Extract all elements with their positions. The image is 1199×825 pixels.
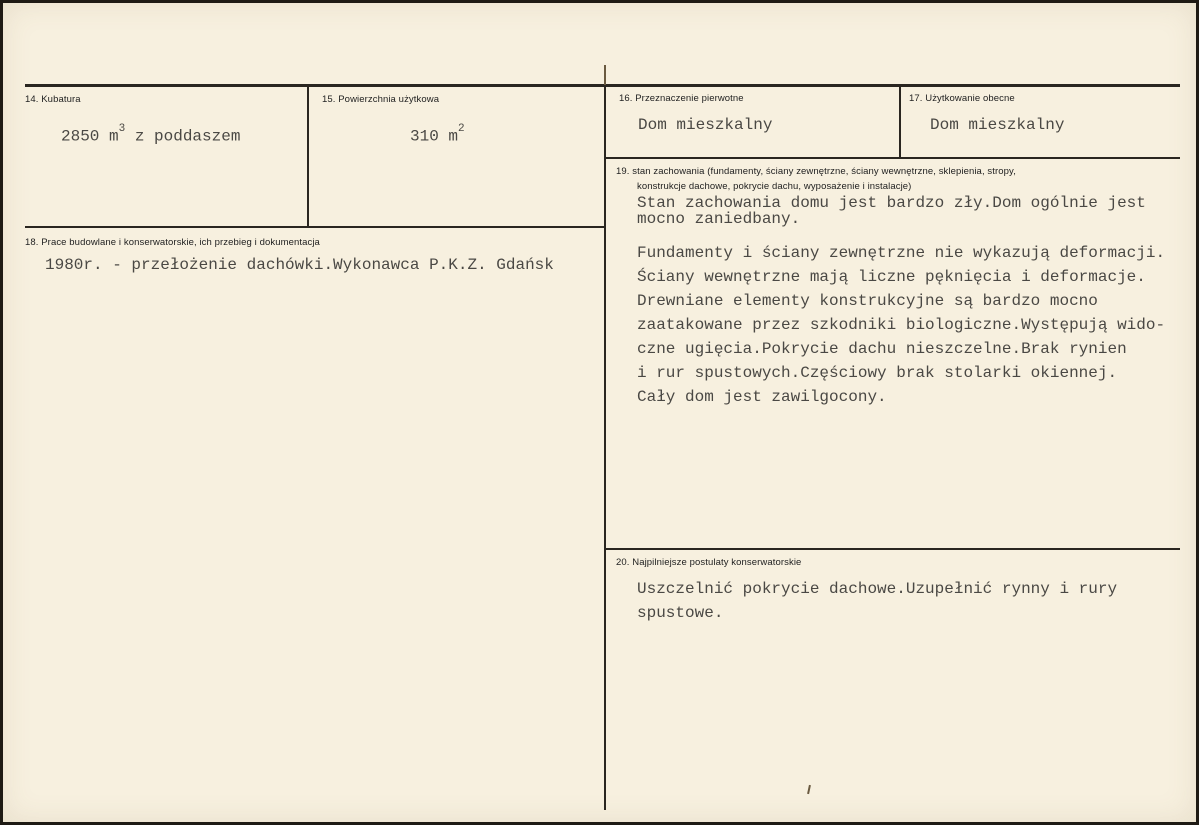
field19-line: Cały dom jest zawilgocony. bbox=[637, 388, 887, 406]
field19-line: Fundamenty i ściany zewnętrzne nie wykazują deformacji. bbox=[637, 244, 1166, 262]
field19-label-line1: 19. stan zachowania (fundamenty, ściany zewnętrzne, ściany wewnętrzne, sklepienia, stropy, bbox=[616, 166, 1016, 177]
field19-line: zaatakowane przez szkodniki biologiczne.Występują wido- bbox=[637, 316, 1166, 334]
field20-text bbox=[637, 577, 1182, 625]
top-rule bbox=[25, 84, 1180, 87]
field15-value bbox=[410, 123, 465, 146]
rule-under-16-17 bbox=[605, 157, 1180, 159]
field20-line: spustowe. bbox=[637, 604, 724, 622]
field20-line: Uszczelnić pokrycie dachowe.Uzupełnić rynny i rury bbox=[637, 580, 1118, 598]
rule-under-14-15 bbox=[25, 226, 606, 228]
field16-label: 16. Przeznaczenie pierwotne bbox=[619, 93, 744, 104]
field19-text bbox=[637, 195, 1182, 409]
field20-label: 20. Najpilniejsze postulaty konserwatorskie bbox=[616, 557, 802, 568]
field14-value bbox=[61, 123, 241, 146]
record-card bbox=[3, 3, 1196, 822]
field15-label: 15. Powierzchnia użytkowa bbox=[322, 94, 440, 105]
field19-line: Stan zachowania domu jest bardzo zły.Dom ogólnie jest bbox=[637, 194, 1146, 212]
divider-14-15 bbox=[307, 86, 309, 228]
field17-value: Dom mieszkalny bbox=[930, 116, 1065, 134]
field19-line: mocno zaniedbany. bbox=[637, 210, 801, 228]
field14-exponent: 3 bbox=[118, 123, 126, 135]
field14-label: 14. Kubatura bbox=[25, 94, 81, 105]
stray-ink-mark bbox=[807, 785, 811, 794]
field19-line: czne ugięcia.Pokrycie dachu nieszczelne.Brak rynien bbox=[637, 340, 1127, 358]
field19-label-line2: konstrukcje dachowe, pokrycie dachu, wyposażenie i instalacje) bbox=[637, 181, 912, 192]
divider-16-17 bbox=[899, 86, 901, 158]
field14-suffix: z poddaszem bbox=[125, 127, 241, 146]
rule-above-20 bbox=[605, 548, 1180, 550]
field19-line: Drewniane elementy konstrukcyjne są bardzo mocno bbox=[637, 292, 1098, 310]
field19-line: i rur spustowych.Częściowy brak stolarki okiennej. bbox=[637, 364, 1118, 382]
stray-ink-mark bbox=[604, 65, 606, 85]
field16-value: Dom mieszkalny bbox=[638, 116, 773, 134]
field14-number: 2850 m bbox=[61, 127, 119, 146]
divider-main bbox=[604, 86, 606, 810]
field15-number: 310 m bbox=[410, 127, 459, 146]
field19-line: Ściany wewnętrzne mają liczne pęknięcia i deformacje. bbox=[637, 268, 1146, 286]
field17-label: 17. Użytkowanie obecne bbox=[909, 93, 1015, 104]
field18-value: 1980r. - przełożenie dachówki.Wykonawca P.K.Z. Gdańsk bbox=[45, 256, 554, 274]
field18-label: 18. Prace budowlane i konserwatorskie, ich przebieg i dokumentacja bbox=[25, 237, 320, 248]
field15-exponent: 2 bbox=[458, 123, 465, 135]
